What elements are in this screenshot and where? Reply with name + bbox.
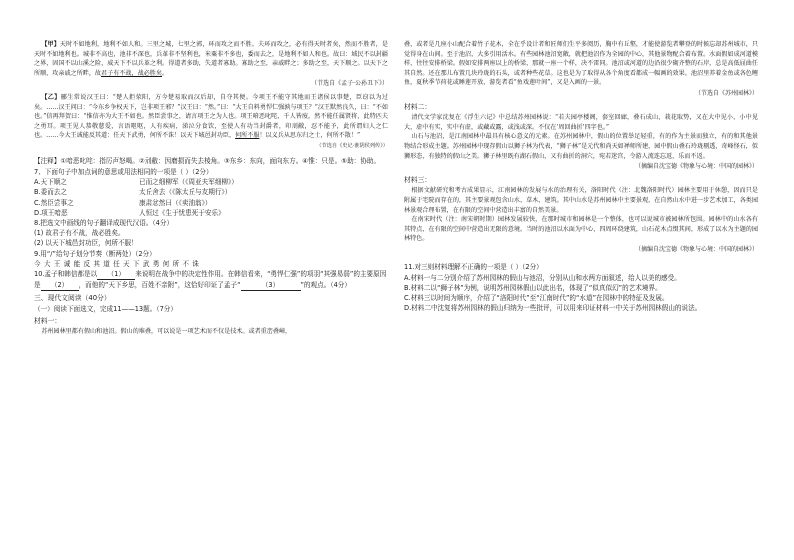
material-2-source: （摘编自沈宝德《物象与心境：中国的园林》） xyxy=(634,163,758,171)
question-11-option-d[interactable]: D.材料二中沈复将苏州园林的假山归纳为一些批评，可以用来印证材料一中关于苏州园林假山的说法。 xyxy=(404,304,702,313)
material-1-continued: 叠，或者是几座小山配合着竹子花木，全在乎设计者和匠师们生平多阅历，胸中有丘壑，才能使游览者攀登的时候忘却苏州城市，只觉得身在山间。至于池沼，大多引用活水。有些园林池沼宽敞，就把池沼作为全园的中心，其他景物配合着布置。水面假如成河道模样，往往安排桥梁。假如安排两座以上的桥梁，那就一座一个样，决不雷同。池沼或河道的边沿很少砌齐整的石岸，总是高低屈曲任其自然。还在那儿布置几块玲珑的石头，或者种些花草。这也是为了取得从各个角度看都成一幅画的效果。池沼里养着金鱼或各色鲤鱼，夏秋季节荷花或睡莲开放，游览者看“鱼戏莲叶间”，又是入画的一景。 xyxy=(404,41,758,87)
blank-2[interactable]: （2） xyxy=(41,280,79,291)
blank-3[interactable]: （3） xyxy=(241,280,301,291)
annotations: 【注释】①喑恶叱咤：指厉声怒喝。②刓敝：因磨损而失去棱角。③东乡：东向，面向东方。④惟：只是。⑤助：协助。 xyxy=(34,156,381,165)
material-1-source: （节选自《苏州园林》） xyxy=(694,89,758,97)
material-3-label: 材料三： xyxy=(404,175,432,184)
question-7-option-d: D.项王喑恶 人恒过《生于忧患死于安乐》 xyxy=(34,208,225,217)
question-11-option-a[interactable]: A.材料一与二分别介绍了苏州园林的假山与池沼，分别从山和水两方面叙述，给人以美的感受。 xyxy=(404,273,681,282)
question-9-sentence: 今大王诚能反其道任天下武勇何所不诛 xyxy=(34,259,203,268)
question-7-option-b: B.委而去之 太丘舍去（《陈太丘与友期行》） xyxy=(34,188,232,197)
material-3-source: （摘编自沈宝德《物象与心境：中国的园林》） xyxy=(634,245,758,253)
material-3-para-2: 在南宋时代（注：南宋朝时期）园林发展较快，在那时城市和园林是一个整体，也可以说城市被园林所包围。园林中的山水各有其特点，在有限的空间中营造出无限的意境。当时的池沼以水面为中心，四周环绕建筑，山石花木点缀其间，形成了以水为主题的园林特色。 xyxy=(404,216,758,243)
question-11-option-b[interactable]: B.材料二以“狮子林”为例，说明苏州园林假山以此出名，体现了“似真似幻”的艺术境界。 xyxy=(404,283,662,292)
part-1-title: （一）阅读下面选文，完成11——13题。（7分） xyxy=(34,304,177,313)
passage-jia xyxy=(34,40,388,78)
passage-yi-label: 【乙】 xyxy=(41,93,61,101)
material-1-text: 苏州园林里都有假山和池沼。假山的堆叠，可以说是一项艺术而不仅是技术。或者重峦叠嶂， xyxy=(41,328,292,336)
material-2-label: 材料二： xyxy=(404,102,432,111)
passage-yi-underlined: 何所不服 xyxy=(235,132,260,140)
material-1-label: 材料一： xyxy=(34,316,62,325)
section-3-title: 三、现代文阅读（40分） xyxy=(34,294,111,303)
passage-jia-label: 【甲】 xyxy=(41,41,60,48)
passage-yi-text: 郦生常说汉王曰：“楚人拒荥阳，方今楚易取而汉后却，自夺其便。今项王不能守其地而王诸侯以事楚，臣窃以为过矣。……汉王问曰：“今东乡争权天下，岂非项王邪？”汉王曰：“然。”曰：“大王自料勇悍仁强孰与项王？”汉王默然良久，曰：“不如也。”信再拜贺曰：“惟信亦为大王不如也。然臣尝事之，请言项王之为人也。项王喑恶叱咤，千人皆废，然不能任属贤将，此特匹夫之勇耳。项王见人恭敬慈爱，言语呕呕，人有疾病，涕泣分食饮，至使人有功当封爵者，印刓敝，忍不能予，此所谓妇人之仁也。……今大王诚能反其道：任天下武勇，何所不诛！以天下城邑封功臣， xyxy=(34,93,388,140)
question-11-option-c[interactable]: C.材料三以时间为顺序，介绍了“洛阳时代”至“江南时代”的“水道”在园林中的特征及发展。 xyxy=(404,294,669,303)
passage-yi xyxy=(34,93,388,141)
question-8: 8.把选文中画线的句子翻译成现代汉语。（4分） xyxy=(34,218,174,227)
question-10: 10.孟子和韩信都是以 （1） 来说明在战争中的决定性作用。在韩信看来，“勇悍仁强”的项羽“其强易弱”的主要原因是 （2） ，而他的“天下乡思，百姓不亲附”，这恰好印证了孟子“ （3） ”的观点。（4分） xyxy=(34,269,388,291)
question-7-option-a: A.天下顺之 已而之细柳军（《周亚夫军细柳》） xyxy=(34,178,238,187)
passage-yi-end: ！以义兵从思东归之士，何所不散！” xyxy=(259,132,361,140)
passage-jia-underlined: 君子有不战，战必胜矣 xyxy=(101,69,162,77)
left-column xyxy=(34,40,388,337)
material-2-para-1: 清代文学家沈复在《浮生六记》中总结苏州园林说：“若夫园亭楼阁，套室回廊，叠石成山，栽花取势，又在大中见小，小中见大，虚中有实，实中有虚，或藏或露，或浅或深。不仅在‘周回曲折’四字也。” xyxy=(404,114,758,131)
right-column xyxy=(404,40,758,313)
passage-jia-text: 天时不如地利，地利不如人和。三里之城，七里之郭，环而攻之而不胜。夫环而攻之，必有得天时者矣，然而不胜者，是天时不如地利也。城非不高也，池非不深也，兵革非不坚利也，米粟非不多也，委而去之，是地利不如人和也。故曰：域民不以封疆之界，固国不以山溪之险，威天下不以兵革之利。得道者多助，失道者寡助。寡助之至，亲戚畔之；多助之至，天下顺之。以天下之所顺，攻亲戚之所畔，故 xyxy=(34,41,388,77)
question-7: 7、下面句子中加点词的意思或用法相同的一项是（ ）（2分） xyxy=(34,167,213,176)
blank-1[interactable]: （1） xyxy=(97,269,135,280)
material-3-para-1: 根据文献研究和考古成果显示，江南园林的发展与水的治理有关，洛阳时代（注：北魏洛阳时代）园林主要用于休憩，因而只是附属于宅院而存在的，其主要景观包含山水、草木、建筑。其中山水是苏州园林中主要景观，在自然山水中进一步艺术加工，各类园林景观合理布置，在有限的空间中营造出丰富的自然美景。 xyxy=(404,187,758,214)
question-9: 9.用“/”给句子划分节奏（断两处）（2分） xyxy=(34,249,156,258)
question-8-item-1: (1) 故君子有不战，战必胜矣。 xyxy=(34,229,125,238)
question-7-option-c: C.然臣尝事之 康肃忿然曰（《卖油翁》） xyxy=(34,198,212,207)
passage-jia-end: 。 xyxy=(161,69,169,77)
material-2-para-2: 山石与池沼，是江南园林中最具有核心意义的元素。在苏州园林中，假山的位置举足轻重，有的作为主景而独立，有的和其他景物结合形成主题。苏州园林中现存假山以狮子林为代表，“狮子林”是元代和尚天如禅师所建，园中假山叠石玲珑剔透，奇峰怪石，似狮形态，有独特的假山之美。狮子林里既有湖石假山，又有曲折的洞穴，宛若迷宫，令游人流连忘返，乐而不返。 xyxy=(404,133,758,160)
passage-yi-source: （节选自《史记·淮阴侯列传》） xyxy=(316,142,388,149)
passage-jia-source: （节选自《孟子·公孙丑下》） xyxy=(311,80,388,88)
question-8-item-2: (2) 以天下城邑封功臣，何所不服！ xyxy=(34,239,138,248)
question-11: 11.对三则材料理解不正确的一项是（ ）（2分） xyxy=(404,263,543,272)
